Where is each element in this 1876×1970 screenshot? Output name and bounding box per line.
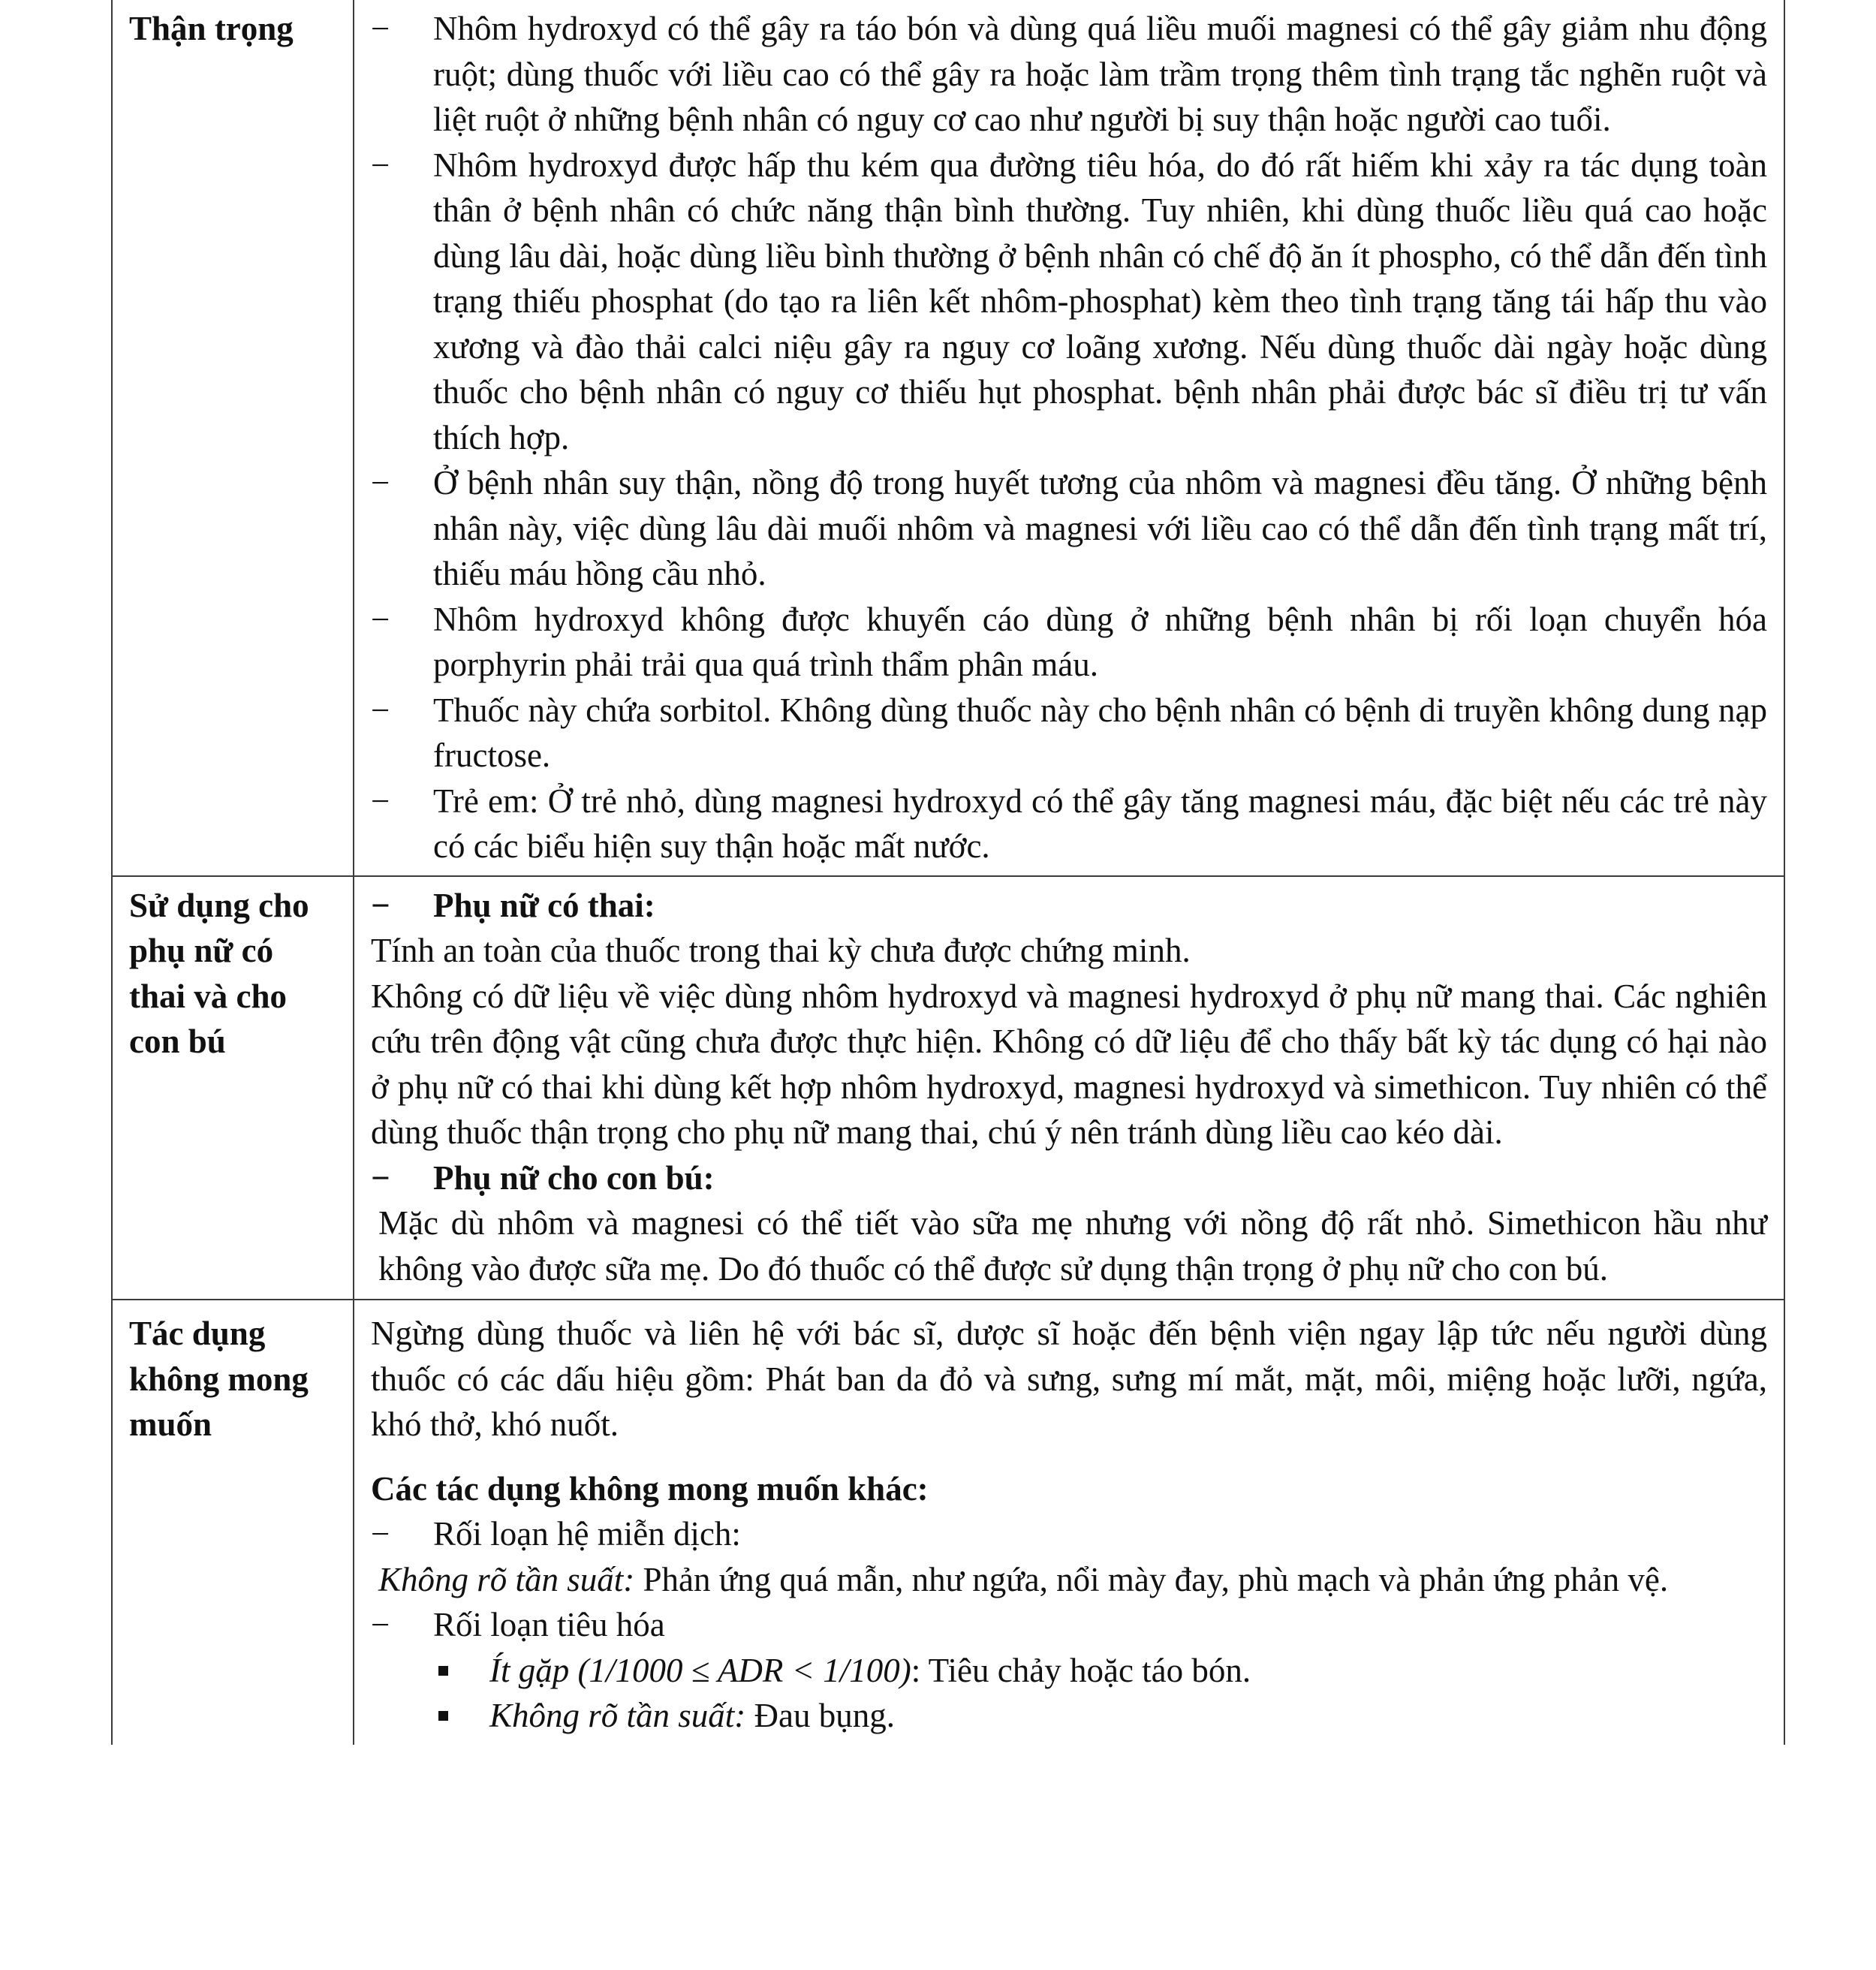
list-item: − Rối loạn tiêu hóa (371, 1602, 1767, 1648)
paragraph: Tính an toàn của thuốc trong thai kỳ chưa được chứng minh. (371, 932, 1191, 969)
list-item: Ít gặp (1/1000 ≤ ADR < 1/100): Tiêu chảy hoặc táo bón. (371, 1648, 1767, 1694)
table-row-precautions (112, 0, 1784, 876)
list-item: − Nhôm hydroxyd không được khuyến cáo dùng ở những bệnh nhân bị rối loạn chuyển hóa porphyrin phải trải qua quá trình thẩm phân máu. (371, 597, 1767, 688)
gi-sublist (371, 1648, 1767, 1739)
paragraph: Mặc dù nhôm và magnesi có thể tiết vào sữa mẹ nhưng với nồng độ rất nhỏ. Simethicon hầu như không vào được sữa mẹ. Do đó thuốc có thể được sử dụng thận trọng ở phụ nữ cho con bú. (378, 1204, 1767, 1288)
row-header: Sử dụng cho phụ nữ có thai và cho con bú (112, 876, 354, 1300)
row-content (354, 1300, 1784, 1745)
list-item: − Nhôm hydroxyd có thể gây ra táo bón và dùng quá liều muối magnesi có thể gây giảm nhu động ruột; dùng thuốc với liều cao có thể gây ra hoặc làm trầm trọng thêm tình trạng tắc nghẽn ruột và liệt ruột ở những bệnh nhân có nguy cơ cao như người bị suy thận hoặc người cao tuổi. (371, 6, 1767, 143)
paragraph: Ngừng dùng thuốc và liên hệ với bác sĩ, dược sĩ hoặc đến bệnh viện ngay lập tức nếu người dùng thuốc có các dấu hiệu gồm: Phát ban da đỏ và sưng, sưng mí mắt, mặt, môi, miệng hoặc lưỡi, ngứa, khó thở, khó nuốt. (371, 1315, 1767, 1443)
paragraph: Không có dữ liệu về việc dùng nhôm hydroxyd và magnesi hydroxyd ở phụ nữ mang thai. Các nghiên cứu trên động vật cũng chưa được thực hiện. Không có dữ liệu để cho thấy bất kỳ tác dụng có hại nào ở phụ nữ có thai khi dùng kết hợp nhôm hydroxyd, magnesi hydroxyd và simethicon. Tuy nhiên có thể dùng thuốc thận trọng cho phụ nữ mang thai, chú ý nên tránh dùng liều cao kéo dài. (371, 977, 1767, 1151)
row-header: Tác dụng không mong muốn (112, 1300, 354, 1745)
paragraph: Không rõ tần suất: Phản ứng quá mẫn, như ngứa, nổi mày đay, phù mạch và phản ứng phản vệ. (378, 1560, 1669, 1598)
document-page (111, 0, 1784, 1745)
list-item: − Ở bệnh nhân suy thận, nồng độ trong huyết tương của nhôm và magnesi đều tăng. Ở những bệnh nhân này, việc dùng lâu dài muối nhôm và magnesi với liều cao có thể dẫn đến tình trạng mất trí, thiếu máu hồng cầu nhỏ. (371, 460, 1767, 597)
pregnant-heading: − Phụ nữ có thai: (371, 883, 1767, 929)
list-item: − Thuốc này chứa sorbitol. Không dùng thuốc này cho bệnh nhân có bệnh di truyền không dung nạp fructose. (371, 688, 1767, 779)
row-header: Thận trọng (112, 0, 354, 876)
list-item: Không rõ tần suất: Đau bụng. (371, 1693, 1767, 1739)
table-row-pregnancy (112, 876, 1784, 1300)
nursing-heading: − Phụ nữ cho con bú: (371, 1155, 1767, 1201)
list-item: − Nhôm hydroxyd được hấp thu kém qua đường tiêu hóa, do đó rất hiếm khi xảy ra tác dụng toàn thân ở bệnh nhân có chức năng thận bình thường. Tuy nhiên, khi dùng thuốc liều quá cao hoặc dùng lâu dài, hoặc dùng liều bình thường ở bệnh nhân có chế độ ăn ít phospho, có thể dẫn đến tình trạng thiếu phosphat (do tạo ra liên kết nhôm-phosphat) kèm theo tình trạng tăng tái hấp thu vào xương và đào thải calci niệu gây ra nguy cơ loãng xương. Nếu dùng thuốc dài ngày hoặc dùng thuốc cho bệnh nhân có nguy cơ thiếu hụt phosphat. bệnh nhân phải được bác sĩ điều trị tư vấn thích hợp. (371, 143, 1767, 461)
precautions-list (371, 6, 1767, 869)
row-content (354, 876, 1784, 1300)
row-content (354, 0, 1784, 876)
list-item: − Rối loạn hệ miễn dịch: (371, 1511, 1767, 1557)
table-row-adverse-effects (112, 1300, 1784, 1745)
list-item: − Trẻ em: Ở trẻ nhỏ, dùng magnesi hydroxyd có thể gây tăng magnesi máu, đặc biệt nếu các trẻ này có các biểu hiện suy thận hoặc mất nước. (371, 779, 1767, 869)
other-effects-heading: Các tác dụng không mong muốn khác: (371, 1469, 929, 1508)
drug-info-table (111, 0, 1785, 1745)
